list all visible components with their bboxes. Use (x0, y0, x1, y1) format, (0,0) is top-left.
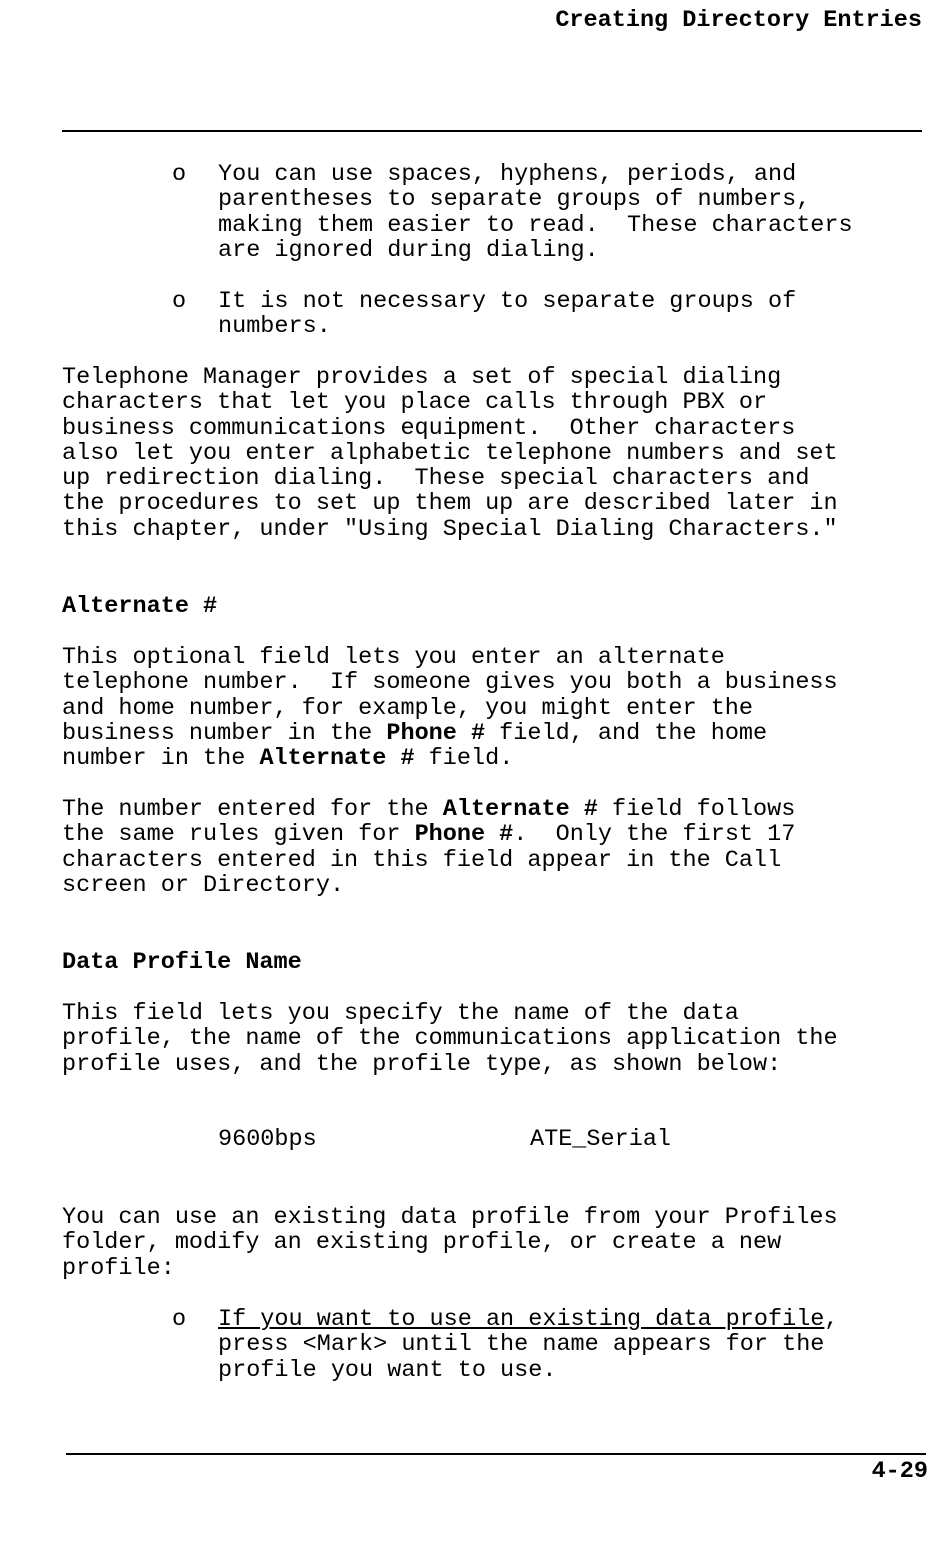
special-dialing-paragraph: Telephone Manager provides a set of special dialing characters that let you place calls through PBX or business communications equipment. Other characters also let you enter alphabetic telephone numbers and set up redirection dialing. These special characters and the procedures to set up them up are described later in this chapter, under "Using Special Dialing Characters." (62, 364, 838, 543)
text-line: field, and the home (485, 719, 768, 747)
text-line: number in the (62, 745, 260, 773)
bullet-marker: o (172, 288, 187, 315)
page-number: 4-29 (871, 1458, 928, 1485)
header-rule (62, 130, 922, 132)
bullet-separators-text: You can use spaces, hyphens, periods, and parentheses to separate groups of numbers, making them easier to read. These characters are ignored during dialing. (218, 161, 853, 264)
text-line: This optional field lets you enter an alternate (62, 644, 725, 671)
underlined-lead-in: If you want to use an existing data profile (218, 1306, 825, 1333)
alternate-paragraph-2 (62, 797, 942, 898)
text-line: press <Mark> until the name appears for the profile you want to use. (218, 1331, 825, 1384)
bullet-no-separation-text: It is not necessary to separate groups of numbers. (218, 288, 797, 341)
footer-rule (66, 1453, 926, 1455)
running-header-title: Creating Directory Entries (555, 7, 922, 34)
alternate-paragraph-1 (62, 645, 942, 771)
data-profile-paragraph-2: You can use an existing data profile from your Profiles folder, modify an existing profile, or create a new profile: (62, 1204, 838, 1282)
text-line: The number entered for the (62, 796, 443, 823)
text-line: business number in the (62, 719, 387, 747)
text-line: screen or Directory. (62, 871, 345, 899)
text-line: and home number, for example, you might enter the (62, 694, 754, 722)
data-profile-heading: Data Profile Name (62, 949, 302, 976)
bullet-existing-profile-text (218, 1307, 938, 1383)
example-profile-application: ATE_Serial (530, 1126, 672, 1153)
text-line: field. (414, 745, 514, 773)
text-line: field follows (597, 796, 796, 823)
example-profile-name: 9600bps (218, 1126, 317, 1153)
alternate-heading: Alternate # (62, 593, 218, 620)
field-name-phone: Phone # (386, 719, 486, 747)
field-name-alternate: Alternate # (442, 796, 598, 823)
bullet-marker: o (172, 161, 187, 188)
text-line: . Only the first 17 (513, 821, 796, 849)
text-line: characters entered in this field appear in the Call (62, 846, 782, 874)
field-name-alternate: Alternate # (259, 745, 415, 773)
field-name-phone: Phone # (414, 821, 514, 849)
bullet-marker: o (172, 1306, 187, 1333)
data-profile-paragraph-1: This field lets you specify the name of the data profile, the name of the communications application the profile uses, and the profile type, as shown below: (62, 1000, 838, 1078)
text-line: , (824, 1306, 839, 1333)
text-line: telephone number. If someone gives you both a business (62, 669, 838, 697)
text-line: the same rules given for (62, 821, 415, 849)
